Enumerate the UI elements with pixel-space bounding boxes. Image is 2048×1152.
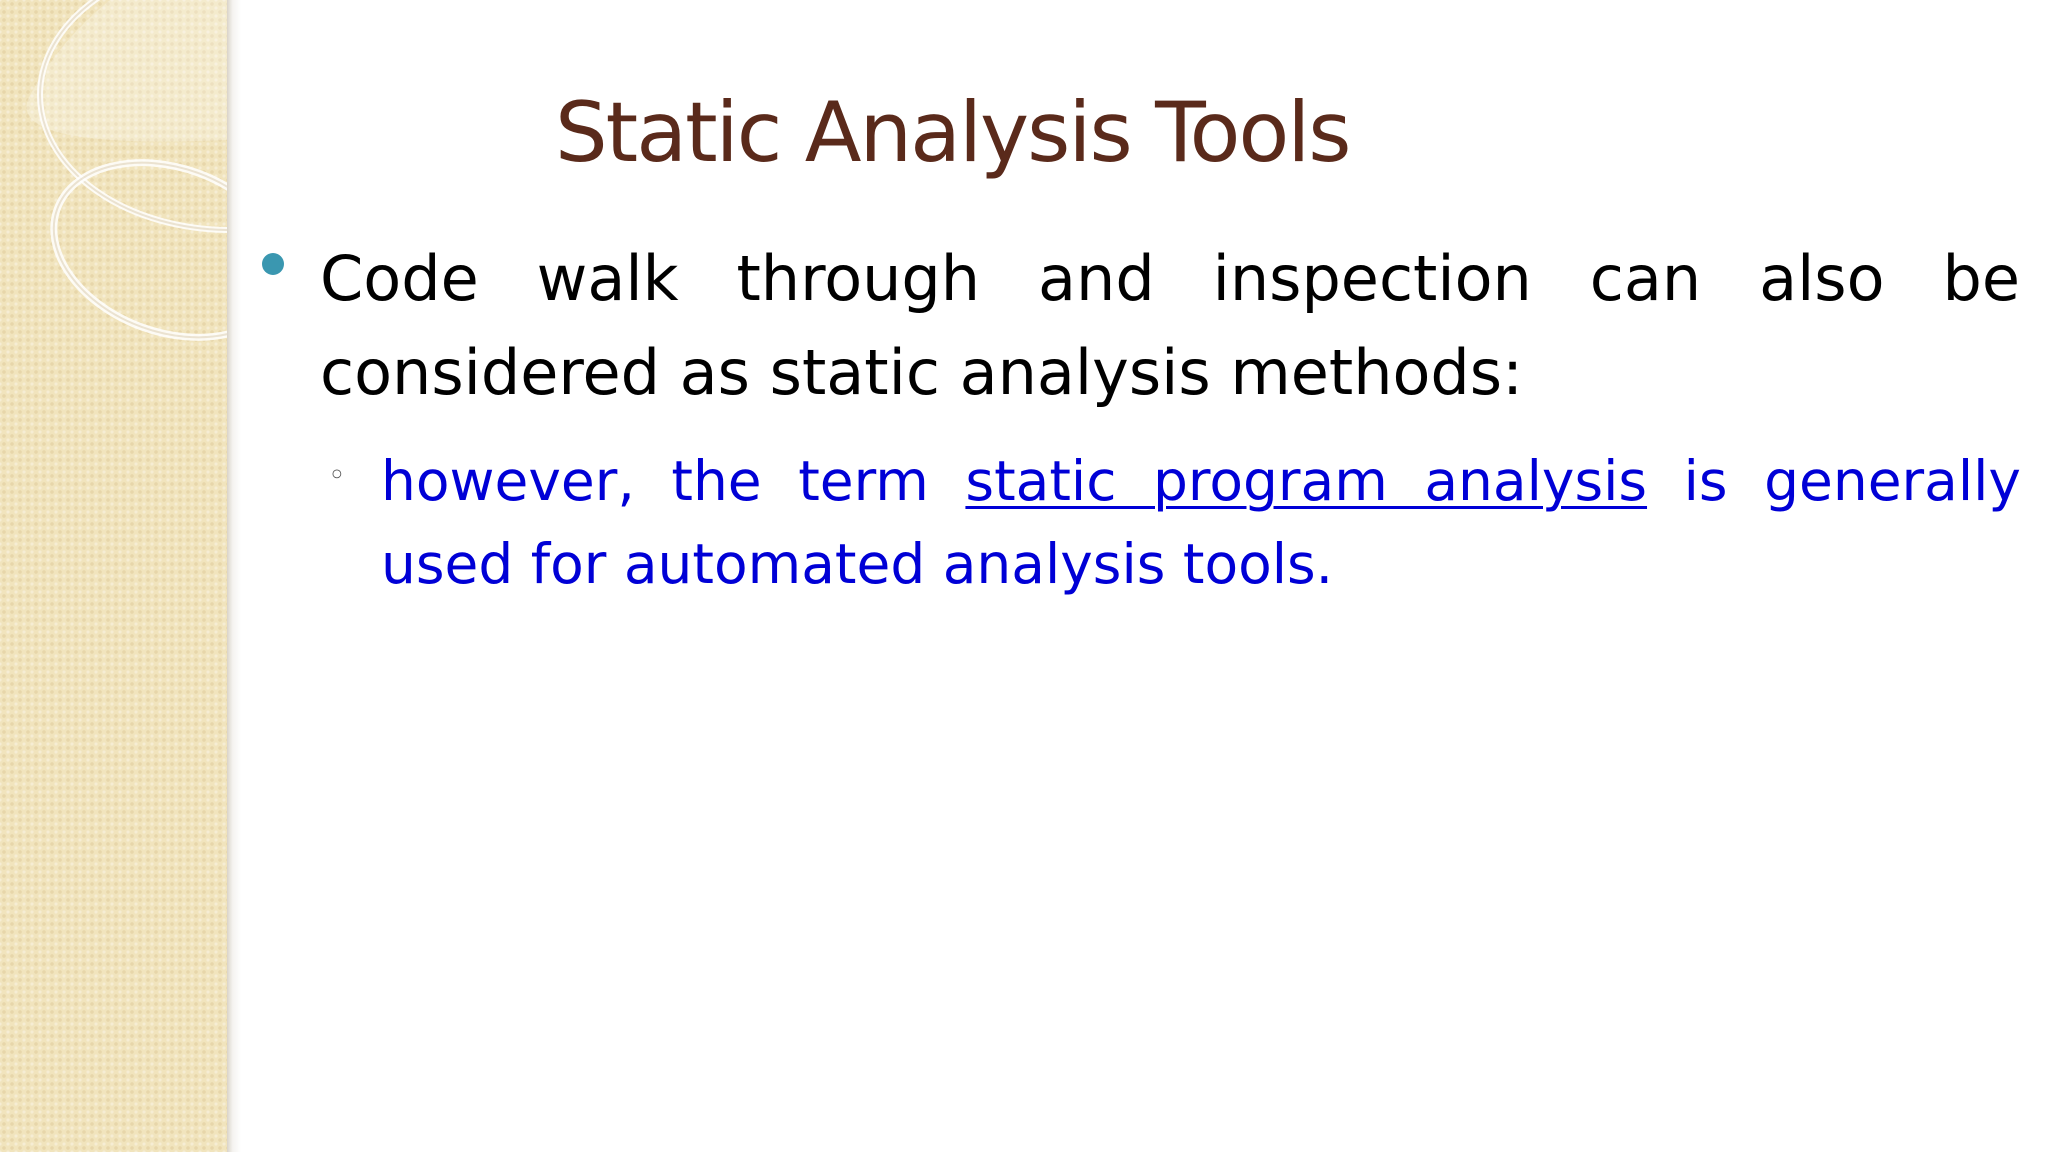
sub-bullet-text — [381, 440, 2021, 606]
decorative-sidebar — [0, 0, 227, 1152]
sub-bullet-text-before: however, the term — [381, 449, 966, 513]
bullet-text: Code walk through and inspection can also be considered as static analysis methods: — [320, 242, 2020, 409]
sub-bullet-text-after: is generally used for automated analysis tools. — [381, 449, 2021, 596]
static-program-analysis-link[interactable]: static program analysis — [965, 449, 1648, 513]
slide-title: Static Analysis Tools — [555, 84, 1350, 181]
sidebar-shadow — [227, 0, 241, 1152]
sub-bullet-icon: ◦ — [328, 458, 346, 493]
bullet-icon — [262, 253, 284, 275]
decorative-rings — [0, 0, 227, 1152]
